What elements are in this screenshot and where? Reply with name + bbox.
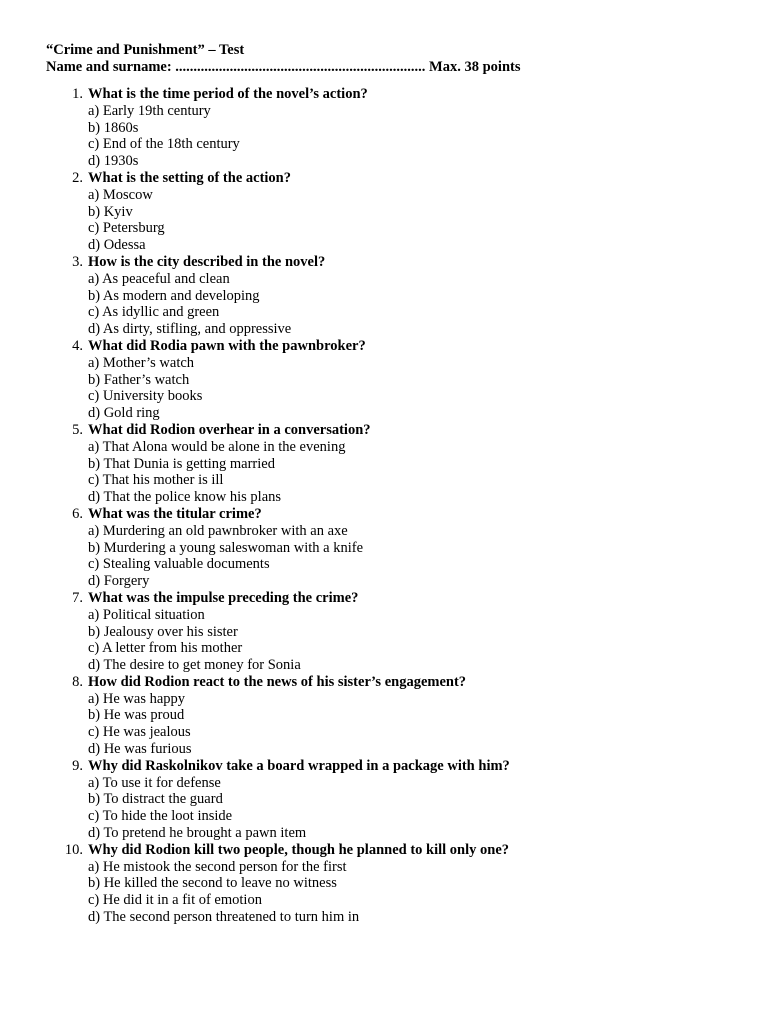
answer-option: a) As peaceful and clean xyxy=(88,270,230,287)
question-number: 7. xyxy=(72,589,83,606)
answer-option: c) That his mother is ill xyxy=(88,472,224,489)
answer-option: d) Odessa xyxy=(88,237,146,254)
question-number: 9. xyxy=(72,757,83,774)
answer-option: c) End of the 18th century xyxy=(88,136,240,153)
question-item xyxy=(46,842,726,926)
question-body xyxy=(88,674,726,758)
answer-option: b) As modern and developing xyxy=(88,287,260,304)
answer-option: c) He was jealous xyxy=(88,724,191,741)
answer-option: c) Stealing valuable documents xyxy=(88,556,270,573)
answer-option: a) Mother’s watch xyxy=(88,354,195,371)
name-and-points-line: Name and surname: ..................................................................... Max. 38 points xyxy=(46,59,521,75)
answer-option: b) Murdering a young saleswoman with a knife xyxy=(88,539,364,556)
question-item xyxy=(46,422,726,506)
answer-option: c) He did it in a fit of emotion xyxy=(88,892,262,909)
question-body xyxy=(88,758,726,842)
test-title: “Crime and Punishment” – Test xyxy=(46,42,245,58)
question-number: 10. xyxy=(64,841,83,858)
question-text: How is the city described in the novel? xyxy=(88,253,326,270)
question-text: How did Rodion react to the news of his sister’s engagement? xyxy=(88,673,467,690)
question-body xyxy=(88,842,726,926)
question-item xyxy=(46,86,726,170)
answer-option: d) Forgery xyxy=(88,573,150,590)
answer-option: a) That Alona would be alone in the evening xyxy=(88,438,346,455)
question-text: What was the titular crime? xyxy=(88,505,262,522)
question-number: 2. xyxy=(72,169,83,186)
question-text: What is the setting of the action? xyxy=(88,169,291,186)
question-body xyxy=(88,506,726,590)
answer-option: a) Early 19th century xyxy=(88,102,211,119)
test-page xyxy=(46,42,726,926)
answer-option: d) Gold ring xyxy=(88,405,160,422)
answer-option: b) To distract the guard xyxy=(88,791,223,808)
question-body xyxy=(88,170,726,254)
answer-option: b) Father’s watch xyxy=(88,371,190,388)
answer-option: c) To hide the loot inside xyxy=(88,808,233,825)
question-number: 5. xyxy=(72,421,83,438)
question-list xyxy=(46,86,726,926)
question-number: 8. xyxy=(72,673,83,690)
answer-option: a) Murdering an old pawnbroker with an axe xyxy=(88,522,348,539)
question-item xyxy=(46,674,726,758)
question-body xyxy=(88,590,726,674)
question-body xyxy=(88,338,726,422)
answer-option: d) That the police know his plans xyxy=(88,489,282,506)
question-body xyxy=(88,254,726,338)
question-number: 1. xyxy=(72,86,83,102)
answer-option: b) 1860s xyxy=(88,119,139,136)
answer-option: a) He was happy xyxy=(88,690,186,707)
answer-option: c) University books xyxy=(88,388,203,405)
answer-option: a) Moscow xyxy=(88,186,153,203)
answer-option: b) He was proud xyxy=(88,707,185,724)
answer-option: b) Kyiv xyxy=(88,203,133,220)
answer-option: c) Petersburg xyxy=(88,220,165,237)
question-number: 6. xyxy=(72,505,83,522)
question-item xyxy=(46,590,726,674)
question-text: Why did Raskolnikov take a board wrapped in a package with him? xyxy=(88,757,510,774)
question-number: 3. xyxy=(72,253,83,270)
question-item xyxy=(46,506,726,590)
answer-option: d) To pretend he brought a pawn item xyxy=(88,825,307,842)
question-text: What did Rodion overhear in a conversation? xyxy=(88,421,371,438)
question-item xyxy=(46,758,726,842)
question-text: Why did Rodion kill two people, though he planned to kill only one? xyxy=(88,841,510,858)
answer-option: d) The desire to get money for Sonia xyxy=(88,657,301,674)
answer-option: c) As idyllic and green xyxy=(88,304,220,321)
answer-option: d) The second person threatened to turn him in xyxy=(88,909,360,926)
answer-option: d) He was furious xyxy=(88,741,192,758)
question-body xyxy=(88,422,726,506)
question-number: 4. xyxy=(72,337,83,354)
question-text: What did Rodia pawn with the pawnbroker? xyxy=(88,337,366,354)
question-item xyxy=(46,170,726,254)
question-item xyxy=(46,338,726,422)
question-item xyxy=(46,254,726,338)
answer-option: b) He killed the second to leave no witness xyxy=(88,875,337,892)
answer-option: d) As dirty, stifling, and oppressive xyxy=(88,321,292,338)
answer-option: d) 1930s xyxy=(88,153,139,170)
answer-option: a) Political situation xyxy=(88,606,205,623)
question-text: What was the impulse preceding the crime? xyxy=(88,589,359,606)
answer-option: a) To use it for defense xyxy=(88,774,221,791)
answer-option: a) He mistook the second person for the first xyxy=(88,858,347,875)
question-text: What is the time period of the novel’s action? xyxy=(88,86,368,102)
answer-option: b) Jealousy over his sister xyxy=(88,623,238,640)
answer-option: c) A letter from his mother xyxy=(88,640,243,657)
question-body xyxy=(88,86,726,170)
answer-option: b) That Dunia is getting married xyxy=(88,455,275,472)
